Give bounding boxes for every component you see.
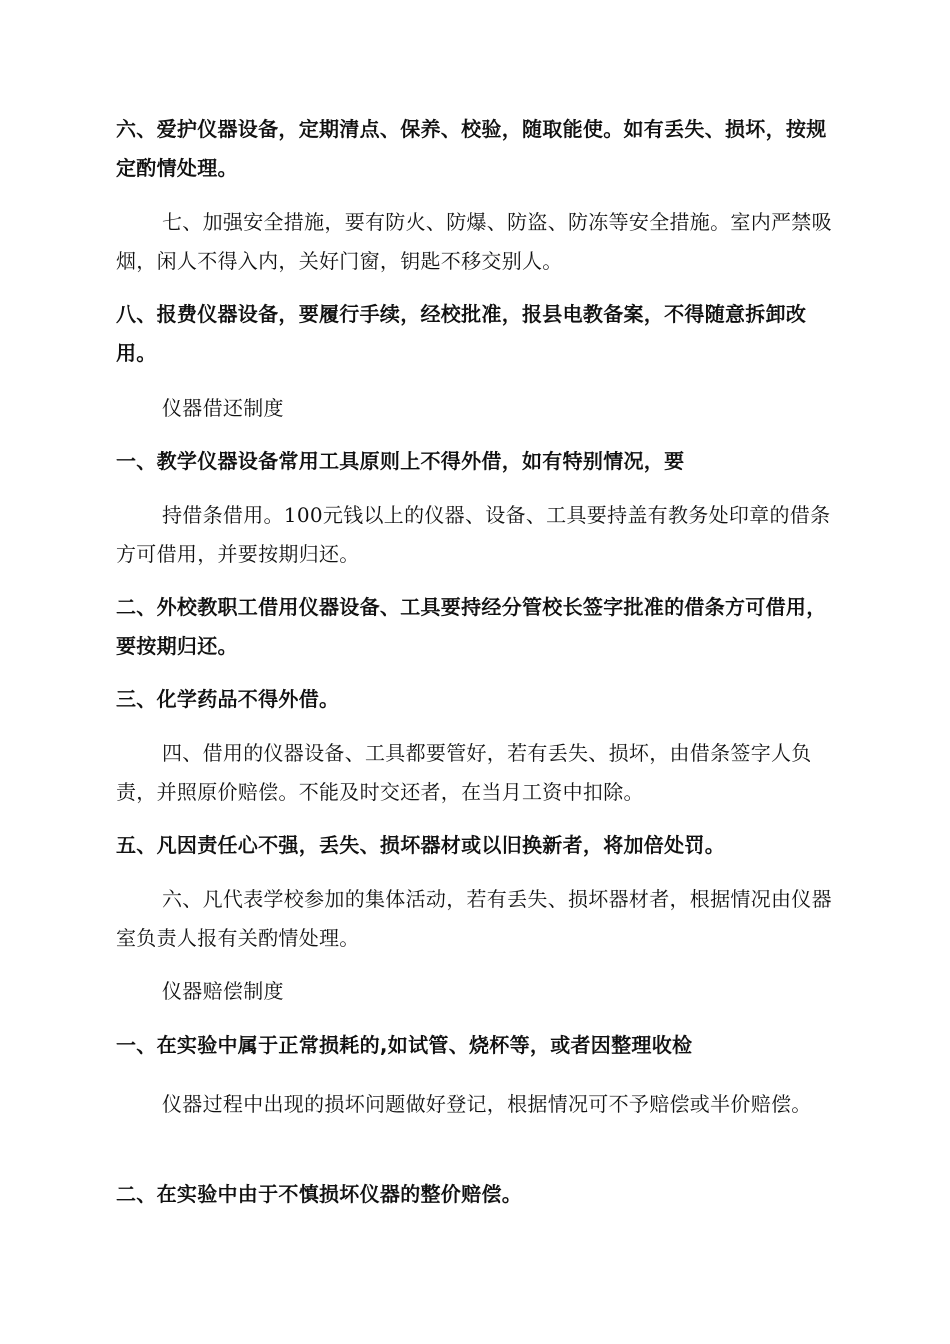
borrow-rule-1: 一、教学仪器设备常用工具原则上不得外借，如有特别情况，要 [116,449,685,473]
compensation-rule-1-continued: 仪器过程中出现的损坏问题做好登记，根据情况可不予赔偿或半价赔偿。 [162,1092,812,1116]
rule-paragraph-7-safety: 七、加强安全措施，要有防火、防爆、防盗、防冻等安全措施。室内严禁吸烟，闲人不得入内，关好门窗，钥匙不移交别人。 [116,210,832,273]
borrow-rule-4: 四、借用的仪器设备、工具都要管好，若有丢失、损坏，由借条签字人负责，并照原价赔偿。不能及时交还者，在当月工资中扣除。 [116,741,812,804]
borrow-rule-1-continued: 持借条借用。100元钱以上的仪器、设备、工具要持盖有教务处印章的借条方可借用，并要按期归还。 [116,503,831,566]
borrow-rule-6: 六、凡代表学校参加的集体活动，若有丢失、损坏器材者，根据情况由仪器室负责人报有关酌情处理。 [116,887,832,950]
borrow-rule-2: 二、外校教职工借用仪器设备、工具要持经分管校长签字批准的借条方可借用，要按期归还。 [116,595,827,658]
section-heading-compensation: 仪器赔偿制度 [162,979,284,1003]
rule-paragraph-6-care: 六、爱护仪器设备，定期清点、保养、校验，随取能使。如有丢失、损坏，按规定酌情处理。 [116,117,827,180]
borrow-rule-5: 五、凡因责任心不强，丢失、损坏器材或以旧换新者，将加倍处罚。 [116,833,725,857]
compensation-rule-2: 二、在实验中由于不慎损坏仪器的整价赔偿。 [116,1182,522,1206]
section-heading-borrow: 仪器借还制度 [162,396,284,420]
compensation-rule-1: 一、在实验中属于正常损耗的,如试管、烧杯等，或者因整理收检 [116,1033,693,1057]
rule-paragraph-8-scrap: 八、报费仪器设备，要履行手续，经校批准，报县电教备案，不得随意拆卸改用。 [116,302,807,365]
borrow-rule-3: 三、化学药品不得外借。 [116,687,340,711]
